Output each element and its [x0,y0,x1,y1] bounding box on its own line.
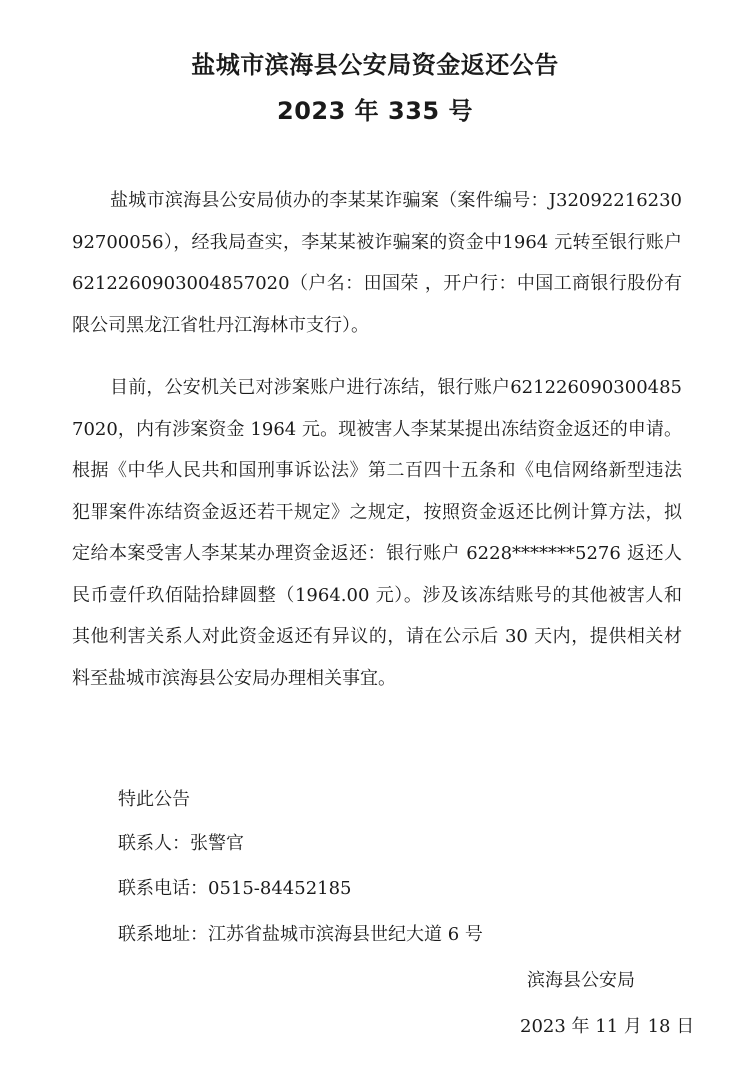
document-title: 盐城市滨海县公安局资金返还公告 [191,51,559,79]
contact-person: 联系人：张警官 [118,833,244,854]
body-paragraph-2: 目前，公安机关已对涉案账户进行冻结，银行账户6212260903004857020，内有涉案资金 1964 元。现被害人李某某提出冻结资金返还的申请。根据《中华人民共和国刑事诉讼法》第二百四十五条和《电信网络新型违法犯罪案件冻结资金返还若干规定》之规定，按照资金返还比例计算方法，拟定给本案受害人李某某办理资金返还：银行账户 6228*******5276 返还人民币壹仟玖佰陆拾肆圆整（1964.00 元）。涉及该冻结账号的其他被害人和其他利害关系人对此资金返还有异议的，请在公示后 30 天内，提供相关材料至盐城市滨海县公安局办理相关事宜。 [72,377,682,689]
contact-phone: 联系电话：0515-84452185 [118,878,352,899]
issuer-signature: 滨海县公安局 [527,970,635,991]
closing-statement: 特此公告 [118,789,190,810]
contact-address: 联系地址：江苏省盐城市滨海县世纪大道 6 号 [118,924,483,945]
issue-date: 2023 年 11 月 18 日 [520,1016,695,1037]
body-paragraph-1: 盐城市滨海县公安局侦办的李某某诈骗案（案件编号：J3209221623092700056），经我局查实，李某某被诈骗案的资金中1964 元转至银行账户 6212260903004857020（户名：田国荣 ，开户行：中国工商银行股份有限公司黑龙江省牡丹江海林市支行）。 [72,190,682,336]
document-number: 2023 年 335 号 [277,97,473,125]
